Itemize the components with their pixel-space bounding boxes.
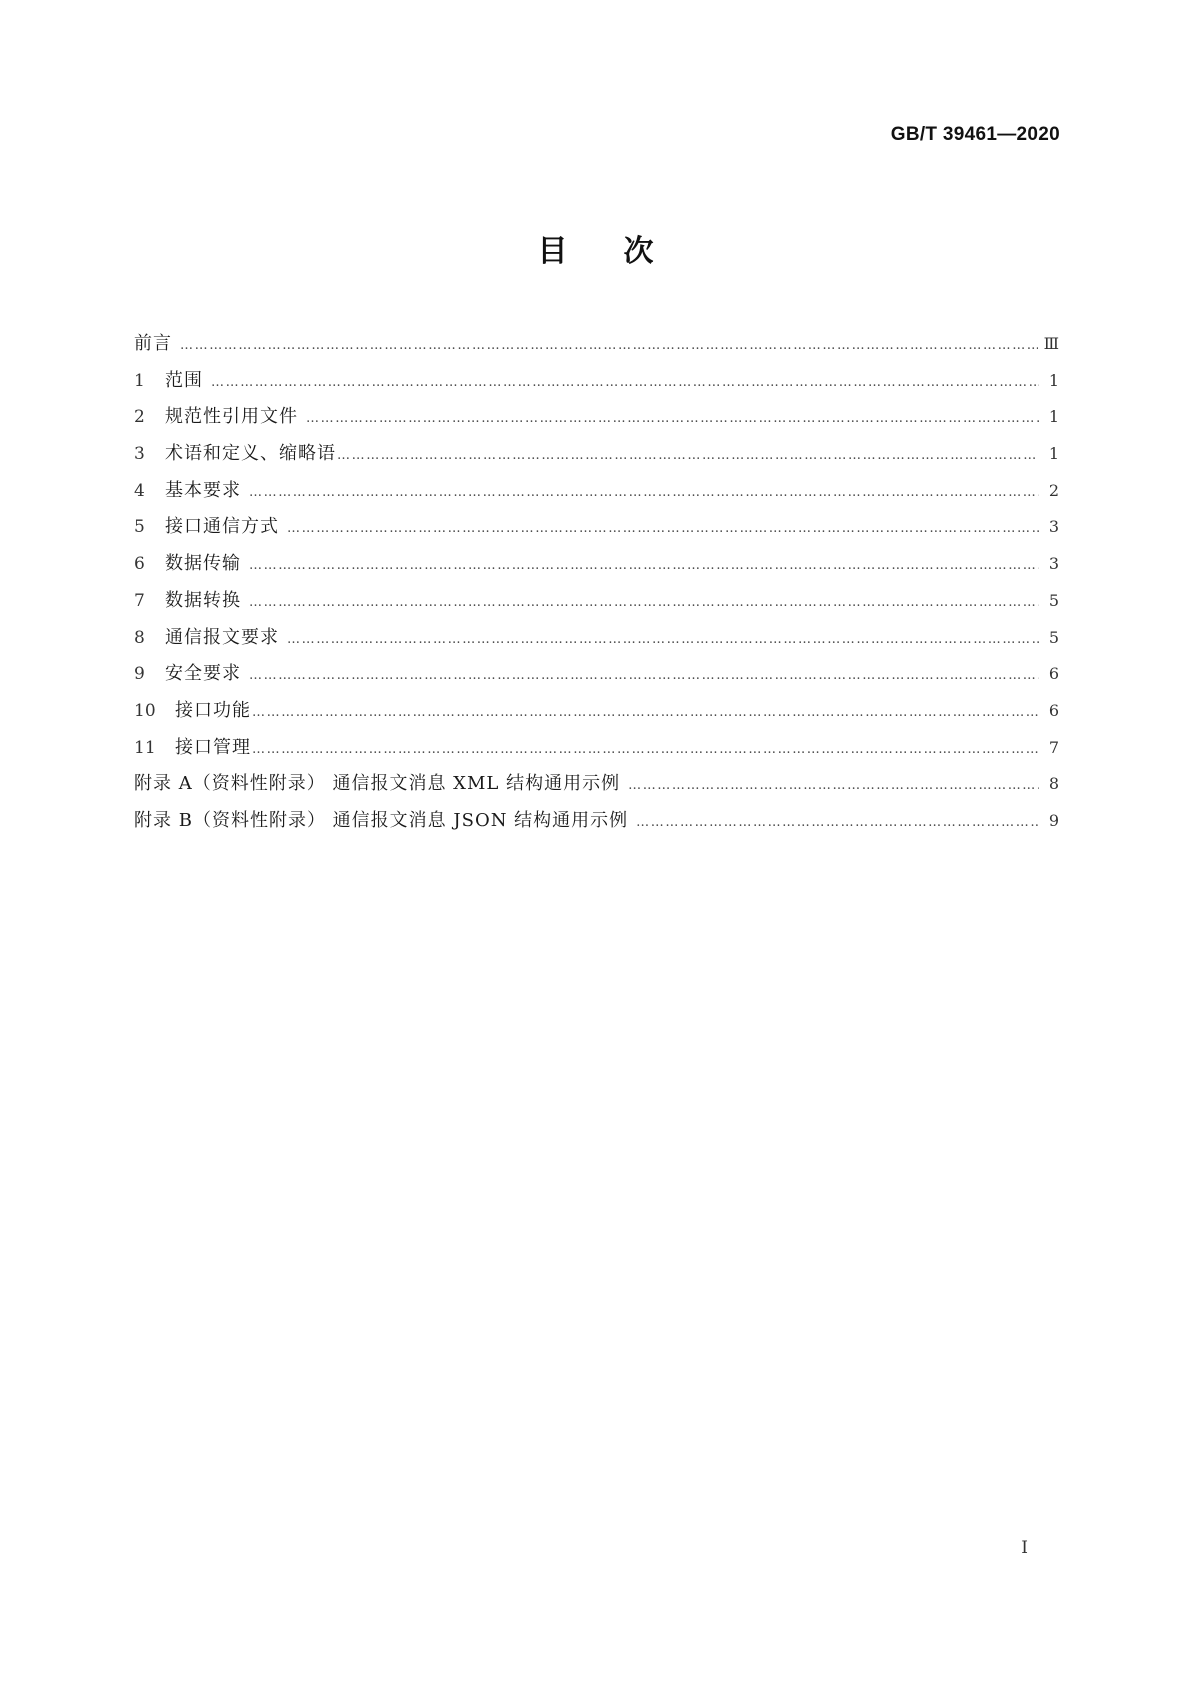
toc-entry-page: 9 [1048, 810, 1059, 830]
standard-code: GB/T 39461—2020 [890, 124, 1060, 145]
toc-entry-label: 通信报文要求 [165, 626, 279, 648]
toc-entry-page: 6 [1048, 664, 1059, 684]
toc-leader-dots [180, 328, 1038, 365]
table-of-contents [134, 326, 1059, 840]
toc-leader-dots [211, 365, 1039, 402]
toc-entry-page: Ⅲ [1043, 334, 1059, 353]
toc-leader-dots [252, 695, 1039, 732]
toc-entry-number: 8 [134, 627, 145, 648]
toc-entry-label: 接口通信方式 [165, 516, 279, 538]
toc-entry-page: 1 [1048, 407, 1059, 427]
toc-entry-annex-a[interactable] [134, 766, 1059, 803]
toc-entry-label: 附录 A（资料性附录） 通信报文消息 XML 结构通用示例 [134, 773, 621, 795]
toc-entry-page: 5 [1048, 590, 1059, 610]
toc-leader-dots [636, 805, 1039, 842]
toc-title: 目次 [537, 234, 710, 269]
toc-entry-5[interactable] [134, 509, 1059, 546]
toc-entry-label: 规范性引用文件 [165, 406, 298, 428]
toc-entry-label: 数据转换 [165, 589, 241, 611]
toc-entry-foreword[interactable] [134, 326, 1059, 363]
toc-entry-page: 8 [1048, 774, 1059, 794]
toc-entry-number: 11 [134, 737, 156, 758]
toc-entry-number: 5 [134, 517, 145, 538]
toc-leader-dots [287, 511, 1039, 548]
toc-entry-number: 9 [134, 664, 145, 685]
toc-entry-page: 3 [1048, 554, 1059, 574]
toc-entry-4[interactable] [134, 473, 1059, 510]
toc-leader-dots [249, 548, 1039, 585]
toc-entry-7[interactable] [134, 583, 1059, 620]
toc-leader-dots [249, 585, 1039, 622]
toc-entry-number: 10 [134, 700, 156, 721]
toc-entry-label: 接口功能 [175, 699, 251, 721]
toc-leader-dots [306, 401, 1039, 438]
toc-entry-number: 6 [134, 554, 145, 575]
toc-entry-label: 术语和定义、缩略语 [165, 443, 336, 465]
toc-leader-dots [252, 732, 1039, 769]
toc-leader-dots [628, 768, 1039, 805]
toc-entry-page: 6 [1048, 700, 1059, 720]
toc-entry-number: 3 [134, 444, 145, 465]
toc-entry-label: 基本要求 [165, 479, 241, 501]
toc-entry-label: 范围 [165, 369, 203, 391]
toc-entry-annex-b[interactable] [134, 803, 1059, 840]
toc-entry-page: 2 [1048, 480, 1059, 500]
page-number: I [1021, 1538, 1028, 1558]
toc-entry-number: 4 [134, 480, 145, 501]
toc-leader-dots [249, 475, 1039, 512]
toc-entry-2[interactable] [134, 399, 1059, 436]
toc-leader-dots [249, 658, 1039, 695]
toc-entry-1[interactable] [134, 363, 1059, 400]
toc-entry-page: 1 [1048, 370, 1059, 390]
toc-entry-3[interactable] [134, 436, 1059, 473]
toc-entry-page: 7 [1048, 737, 1059, 757]
toc-entry-6[interactable] [134, 546, 1059, 583]
toc-entry-label: 附录 B（资料性附录） 通信报文消息 JSON 结构通用示例 [134, 809, 629, 831]
toc-entry-label: 安全要求 [165, 663, 241, 685]
toc-entry-label: 数据传输 [165, 553, 241, 575]
toc-entry-number: 2 [134, 407, 145, 428]
toc-entry-10[interactable] [134, 693, 1059, 730]
toc-entry-page: 3 [1048, 517, 1059, 537]
toc-entry-8[interactable] [134, 620, 1059, 657]
toc-leader-dots [337, 438, 1039, 475]
toc-entry-11[interactable] [134, 730, 1059, 767]
toc-entry-number: 7 [134, 590, 145, 611]
toc-entry-9[interactable] [134, 656, 1059, 693]
toc-entry-page: 1 [1048, 444, 1059, 464]
toc-entry-label: 接口管理 [175, 736, 251, 758]
toc-entry-number: 1 [134, 370, 145, 391]
toc-leader-dots [287, 622, 1039, 659]
toc-entry-page: 5 [1048, 627, 1059, 647]
toc-entry-label: 前言 [134, 333, 172, 354]
